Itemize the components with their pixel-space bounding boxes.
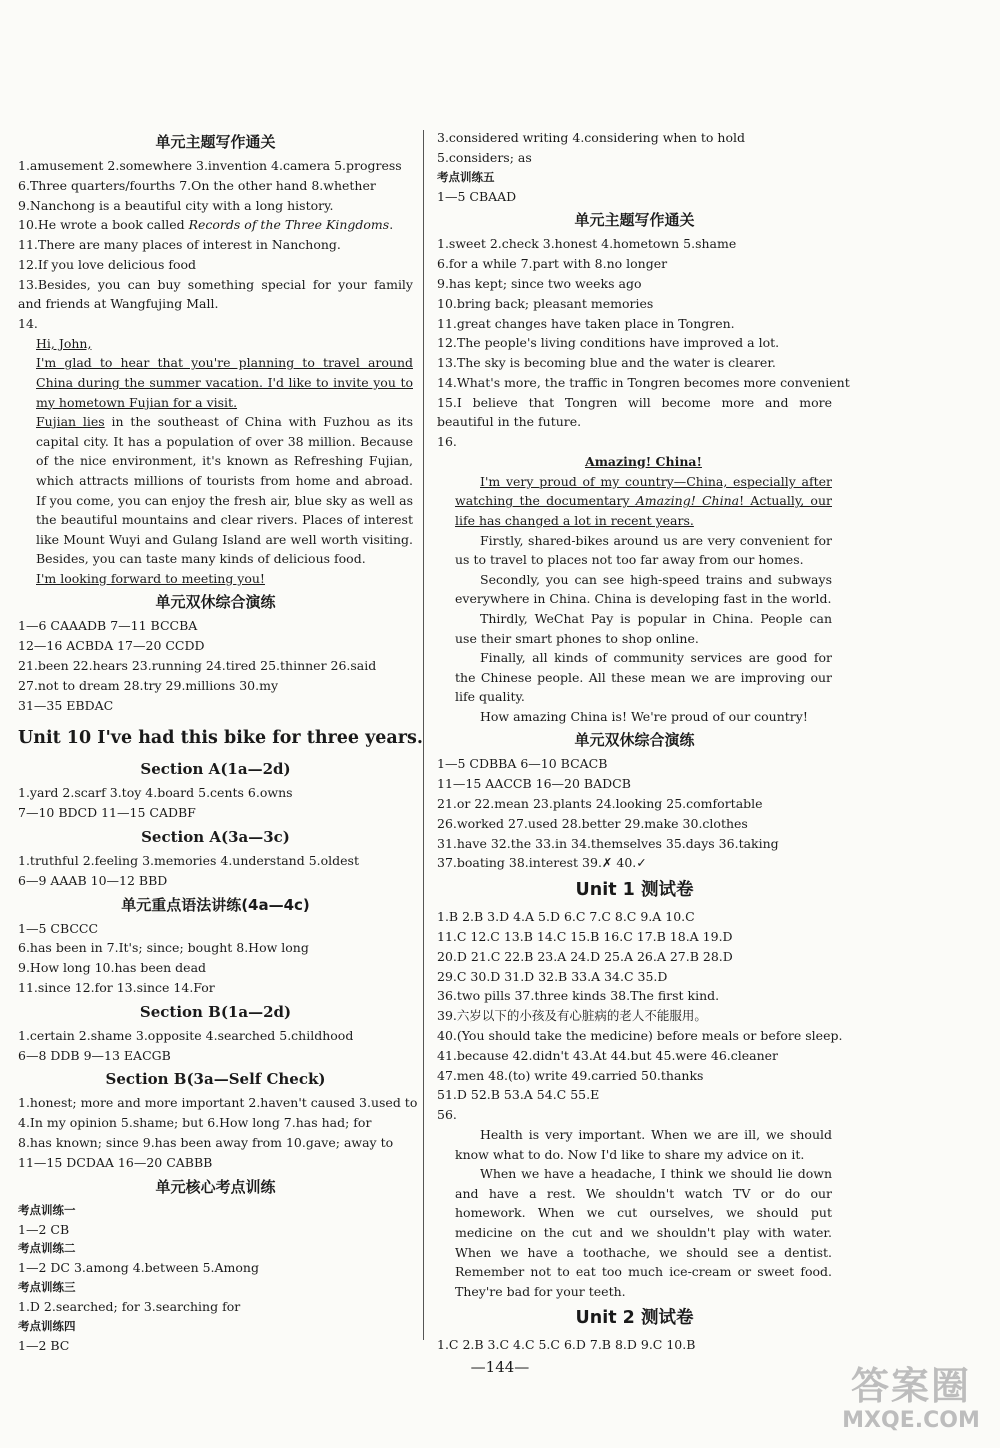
answer-line: 16. [437, 433, 457, 449]
essay-fujian [18, 334, 413, 589]
answer-line: 56. [437, 1107, 457, 1123]
answer-line: 9.Nanchong is a beautiful city with a long history. [18, 197, 334, 213]
test-title: Unit 1 测试卷 [575, 880, 694, 901]
essay-text: I'm very proud of my country—China, especially after watching the documentary [455, 473, 832, 509]
answer-line: 21.been 22.hears 23.running 24.tired 25.thinner 26.said [18, 658, 377, 674]
answer-line: 39.六岁以下的小孩及有心脏病的老人不能服用。 [437, 1008, 707, 1024]
answer-line: 9.How long 10.has been dead [18, 960, 207, 976]
subsection-label: 考点训练三 [18, 1280, 76, 1295]
answer-line: 1.amusement 2.somewhere 3.invention 4.camera 5.progress [18, 158, 402, 173]
essay-greeting: Hi, John, [36, 335, 92, 351]
answer-line: 9.has kept; since two weeks ago [437, 275, 642, 291]
section-heading: 单元核心考点训练 [155, 1177, 276, 1196]
section-heading: Section A(3a—3c) [141, 828, 290, 847]
answer-line: 31.have 32.the 33.in 34.themselves 35.days 36.taking [437, 835, 779, 851]
answer-line: 36.two pills 37.three kinds 38.The first kind. [437, 988, 720, 1004]
subsection-label: 考点训练五 [437, 169, 495, 184]
answer-line: 1—5 CBAAD [437, 188, 517, 204]
answer-line: 15.I believe that Tongren will become more and more beautiful in the future. [437, 394, 832, 430]
answer-line: 14.What's more, the traffic in Tongren becomes more convenient [437, 374, 850, 390]
answer-line: 6.Three quarters/fourths 7.On the other hand 8.whether [18, 177, 376, 193]
answer-line: 11—15 AACCB 16—20 BADCB [437, 776, 631, 792]
section-heading: 单元主题写作通关 [574, 211, 695, 230]
section-heading: 单元主题写作通关 [155, 133, 276, 151]
answer-line: 40.(You should take the medicine) before meals or before sleep. [437, 1028, 843, 1044]
essay-paragraph [36, 412, 413, 569]
answer-line: 1—2 CB [18, 1221, 70, 1237]
answer-line: 10.bring back; pleasant memories [437, 295, 654, 311]
watermark-url: MXQE.COM [842, 1408, 980, 1433]
documentary-title: Amazing! China [635, 493, 740, 509]
essay-paragraph: How amazing China is! We're proud of our country! [480, 708, 808, 724]
answer-line: 1.D 2.searched; for 3.searching for [18, 1299, 241, 1315]
answer-line: 1—5 CBCCC [18, 920, 99, 936]
answer-text: 10.He wrote a book called [18, 217, 189, 233]
subsection-label: 考点训练二 [18, 1241, 76, 1256]
answer-line: 1—5 CDBBA 6—10 BCACB [437, 756, 608, 772]
answer-line: 5.considers; as [437, 149, 532, 165]
answer-line: 12—16 ACBDA 17—20 CCDD [18, 638, 205, 654]
answer-line: 1.yard 2.scarf 3.toy 4.board 5.cents 6.owns [18, 785, 293, 801]
answer-line: 13.Besides, you can buy something special for your family and friends at Wangfujing Mall. [18, 276, 413, 312]
answer-line: 1—2 DC 3.among 4.between 5.Among [18, 1260, 259, 1276]
section-heading: Section B(3a—Self Check) [105, 1070, 326, 1089]
essay-text: in the southeast of China with Fuzhou as its capital city. It has a population of over 38 million. Because of the nice environment, it's known as Refreshing Fujian, which attracts millions of tourists from home and abroad. If you come, you can enjoy the fresh air, blue sky as well as the beautiful mountains and clear rivers. Places of interest like Mount Wuyi and Gulang Island are well worth visiting. Besides, you can taste many kinds of delicious food. [36, 414, 413, 567]
answer-line: 1.certain 2.shame 3.opposite 4.searched 5.childhood [18, 1027, 354, 1043]
test-title: Unit 2 测试卷 [575, 1308, 694, 1329]
answer-line: 1—2 BC [18, 1338, 70, 1354]
answer-line: 11.since 12.for 13.since 14.For [18, 980, 215, 996]
answer-line: 1.B 2.B 3.D 4.A 5.D 6.C 7.C 8.C 9.A 10.C [437, 909, 695, 925]
answer-line: 1.truthful 2.feeling 3.memories 4.understand 5.oldest [18, 853, 359, 869]
subsection-label: 考点训练一 [18, 1202, 76, 1217]
watermark-text: 答案圈 [850, 1364, 971, 1408]
essay-text: ! Actually, our life has changed a lot in recent years. [455, 493, 832, 528]
answer-line: 1—6 CAAADB 7—11 BCCBA [18, 618, 198, 634]
answer-line: 8.has known; since 9.has been away from 10.gave; away to [18, 1135, 394, 1151]
answer-line: 6.has been in 7.It's; since; bought 8.How long [18, 940, 309, 956]
answer-line: 6.for a while 7.part with 8.no longer [437, 256, 668, 272]
answer-line: 1.sweet 2.check 3.honest 4.hometown 5.shame [437, 236, 737, 252]
answer-line: 47.men 48.(to) write 49.carried 50.thanks [437, 1067, 704, 1083]
essay-paragraph: Health is very important. When we are ill, we should know what to do. Now I'd like to share my advice on it. [455, 1127, 832, 1162]
answer-line: 26.worked 27.used 28.better 29.make 30.clothes [437, 815, 748, 831]
answer-line: 1.honest; more and more important 2.haven't caused 3.used to [18, 1095, 418, 1111]
answer-text: . [389, 217, 394, 233]
answer-line: 6—8 DDB 9—13 EACGB [18, 1047, 171, 1063]
answer-line: 11—15 DCDAA 16—20 CABBB [18, 1154, 213, 1170]
essay-underlined: Fujian lies [36, 414, 105, 430]
section-heading: 单元双休综合演练 [574, 731, 695, 750]
book-title: Records of the Three Kingdoms [188, 217, 390, 233]
answer-line: 11.There are many places of interest in Nanchong. [18, 237, 341, 253]
answer-line [18, 215, 413, 235]
answer-line: 12.If you love delicious food [18, 256, 197, 272]
answer-line: 11.C 12.C 13.B 14.C 15.B 16.C 17.B 18.A 19.D [437, 929, 733, 945]
page-number: —144— [470, 1358, 530, 1376]
essay-title: Amazing! China! [585, 453, 702, 469]
answer-line: 13.The sky is becoming blue and the water is clearer. [437, 355, 776, 371]
answer-line: 11.great changes have taken place in Tongren. [437, 315, 735, 331]
section-heading: Section B(1a—2d) [139, 1002, 292, 1021]
answer-line: 21.or 22.mean 23.plants 24.looking 25.comfortable [437, 796, 763, 812]
section-heading: Section A(1a—2d) [140, 760, 291, 779]
answer-line: 29.C 30.D 31.D 32.B 33.A 34.C 35.D [437, 968, 668, 984]
essay-china [437, 452, 832, 727]
section-heading: 单元双休综合演练 [155, 593, 276, 612]
answer-line: 3.considered writing 4.considering when to hold [437, 130, 745, 145]
section-heading: 单元重点语法讲练(4a—4c) [121, 895, 310, 914]
answer-line: 4.In my opinion 5.shame; but 6.How long 7.has had; for [18, 1115, 372, 1131]
right-column [437, 128, 850, 1355]
column-divider [423, 130, 424, 1340]
answer-line: 51.D 52.B 53.A 54.C 55.E [437, 1087, 600, 1103]
answer-line: 37.boating 38.interest 39.✗ 40.✓ [437, 855, 647, 871]
essay-paragraph [455, 472, 832, 531]
answer-line: 27.not to dream 28.try 29.millions 30.my [18, 677, 279, 693]
subsection-label: 考点训练四 [18, 1319, 76, 1334]
answer-line: 31—35 EBDAC [18, 697, 114, 713]
answer-line: 41.because 42.didn't 43.At 44.but 45.were 46.cleaner [437, 1047, 779, 1063]
answer-line: 7—10 BDCD 11—15 CADBF [18, 805, 196, 821]
essay-paragraph: When we have a headache, I think we should lie down and have a rest. We shouldn't watch TV or do our homework. When we cut ourselves, we should put medicine on the cut and we shouldn't play with water. When we have a toothache, we should see a dentist. Remember not to eat too much ice-cream or sweet food. They're bad for your teeth. [455, 1166, 832, 1299]
essay-paragraph: Firstly, shared-bikes around us are very convenient for us to travel to places not too far away from our homes. [455, 532, 832, 568]
answer-line: 14. [18, 315, 38, 331]
essay-paragraph: Secondly, you can see high-speed trains and subways everywhere in China. China is developing fast in the world. [455, 571, 832, 607]
essay-paragraph: Thirdly, WeChat Pay is popular in China. People can use their smart phones to shop online. [455, 610, 832, 646]
essay-health [437, 1125, 832, 1301]
watermark-logo [836, 1364, 986, 1434]
essay-paragraph: I'm glad to hear that you're planning to travel around China during the summer vacation. I'd like to invite you to my hometown Fujian for a visit. [36, 355, 413, 410]
essay-closing: I'm looking forward to meeting you! [36, 570, 265, 586]
answer-line: 20.D 21.C 22.B 23.A 24.D 25.A 26.A 27.B 28.D [437, 948, 733, 964]
left-column [18, 128, 423, 1356]
answer-line: 6—9 AAAB 10—12 BBD [18, 872, 168, 888]
answer-line: 1.C 2.B 3.C 4.C 5.C 6.D 7.B 8.D 9.C 10.B [437, 1337, 696, 1353]
answer-line: 12.The people's living conditions have improved a lot. [437, 335, 780, 351]
essay-paragraph: Finally, all kinds of community services are good for the Chinese people. All these mean we are improving our life quality. [455, 650, 832, 705]
unit-title: Unit 10 I've had this bike for three years. [18, 728, 423, 749]
